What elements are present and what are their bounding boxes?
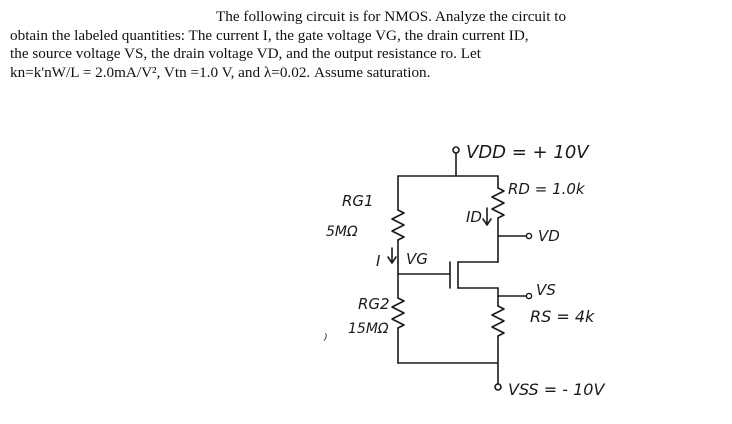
vss-label: VSS = - 10V <box>508 380 605 399</box>
vs-label: VS <box>536 281 556 299</box>
vd-label: VD <box>538 227 560 245</box>
id-label: ID <box>466 208 482 226</box>
vdd-label: VDD = + 10V <box>466 142 589 163</box>
problem-line-4: kn=k'nW/L = 2.0mA/V², Vtn =1.0 V, and λ=0.02. Assume saturation. <box>10 63 431 81</box>
rg1-label: RG1 <box>342 192 374 210</box>
rs-label: RS = 4k <box>530 307 595 326</box>
vdd-terminal <box>453 147 459 153</box>
rd-label: RD = 1.0k <box>508 180 585 198</box>
rg2-label: RG2 <box>358 295 390 313</box>
stray-mark-icon: ) <box>324 333 328 343</box>
vd-terminal <box>526 233 531 238</box>
problem-line-1: The following circuit is for NMOS. Analyze the circuit to <box>216 8 567 25</box>
i-label: I <box>376 252 381 270</box>
problem-line-2: obtain the labeled quantities: The current I, the gate voltage VG, the drain current ID, <box>10 26 529 44</box>
rg1-resistor <box>392 210 404 240</box>
vss-terminal <box>495 384 501 390</box>
vs-terminal <box>526 293 531 298</box>
rg1-value: 5MΩ <box>326 224 358 240</box>
vg-label: VG <box>406 250 428 268</box>
rg2-resistor <box>392 298 404 328</box>
rs-resistor <box>492 306 504 336</box>
rg2-value: 15MΩ <box>348 321 389 337</box>
rd-resistor <box>492 188 504 218</box>
problem-line-3: the source voltage VS, the drain voltage VD, and the output resistance ro. Let <box>10 45 481 63</box>
